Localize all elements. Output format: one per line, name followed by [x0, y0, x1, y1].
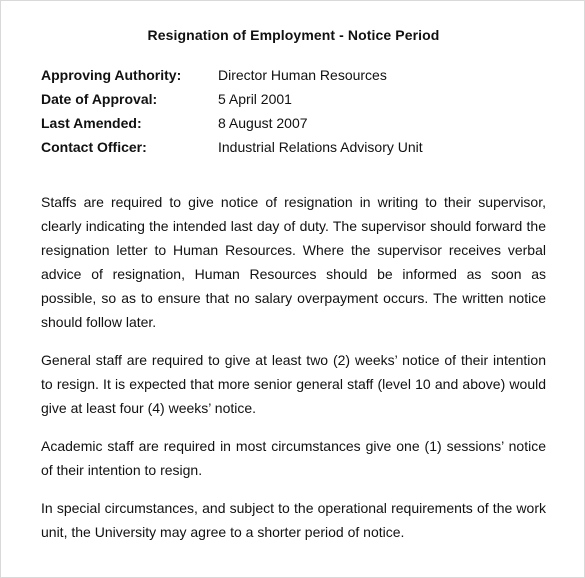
meta-value: Director Human Resources — [218, 67, 387, 83]
meta-value: Industrial Relations Advisory Unit — [218, 139, 423, 155]
document-metadata — [41, 63, 546, 159]
meta-label: Last Amended: — [41, 115, 142, 131]
meta-row-last-amended — [41, 111, 546, 135]
meta-value: 5 April 2001 — [218, 91, 292, 107]
meta-label: Approving Authority: — [41, 67, 182, 83]
document-body — [41, 25, 546, 558]
document-text — [41, 190, 546, 544]
meta-row-date-of-approval — [41, 87, 546, 111]
meta-row-approving-authority — [41, 63, 546, 87]
paragraph-academic-staff: Academic staff are required in most circumstances give one (1) sessions’ notice of their intention to resign. — [41, 438, 546, 478]
meta-value: 8 August 2007 — [218, 115, 308, 131]
meta-label: Contact Officer: — [41, 139, 147, 155]
paragraph-notice-in-writing: Staffs are required to give notice of resignation in writing to their supervisor, clearly indicating the intended last day of duty. The supervisor should forward the resignation letter to Human Resources. Where the supervisor receives verbal advice of resignation, Human Resources should be informed as soon as possible, so as to ensure that no salary overpayment occurs. The written notice should follow later. — [41, 194, 546, 330]
paragraph-special-circumstances: In special circumstances, and subject to the operational requirements of the work unit, the University may agree to a shorter period of notice. — [41, 500, 546, 540]
document-title: Resignation of Employment - Notice Period — [147, 27, 440, 43]
paragraph-general-staff: General staff are required to give at least two (2) weeks’ notice of their intention to resign. It is expected that more senior general staff (level 10 and above) would give at least four (4) weeks’ notice. — [41, 352, 546, 416]
meta-row-contact-officer — [41, 135, 546, 159]
meta-label: Date of Approval: — [41, 91, 158, 107]
